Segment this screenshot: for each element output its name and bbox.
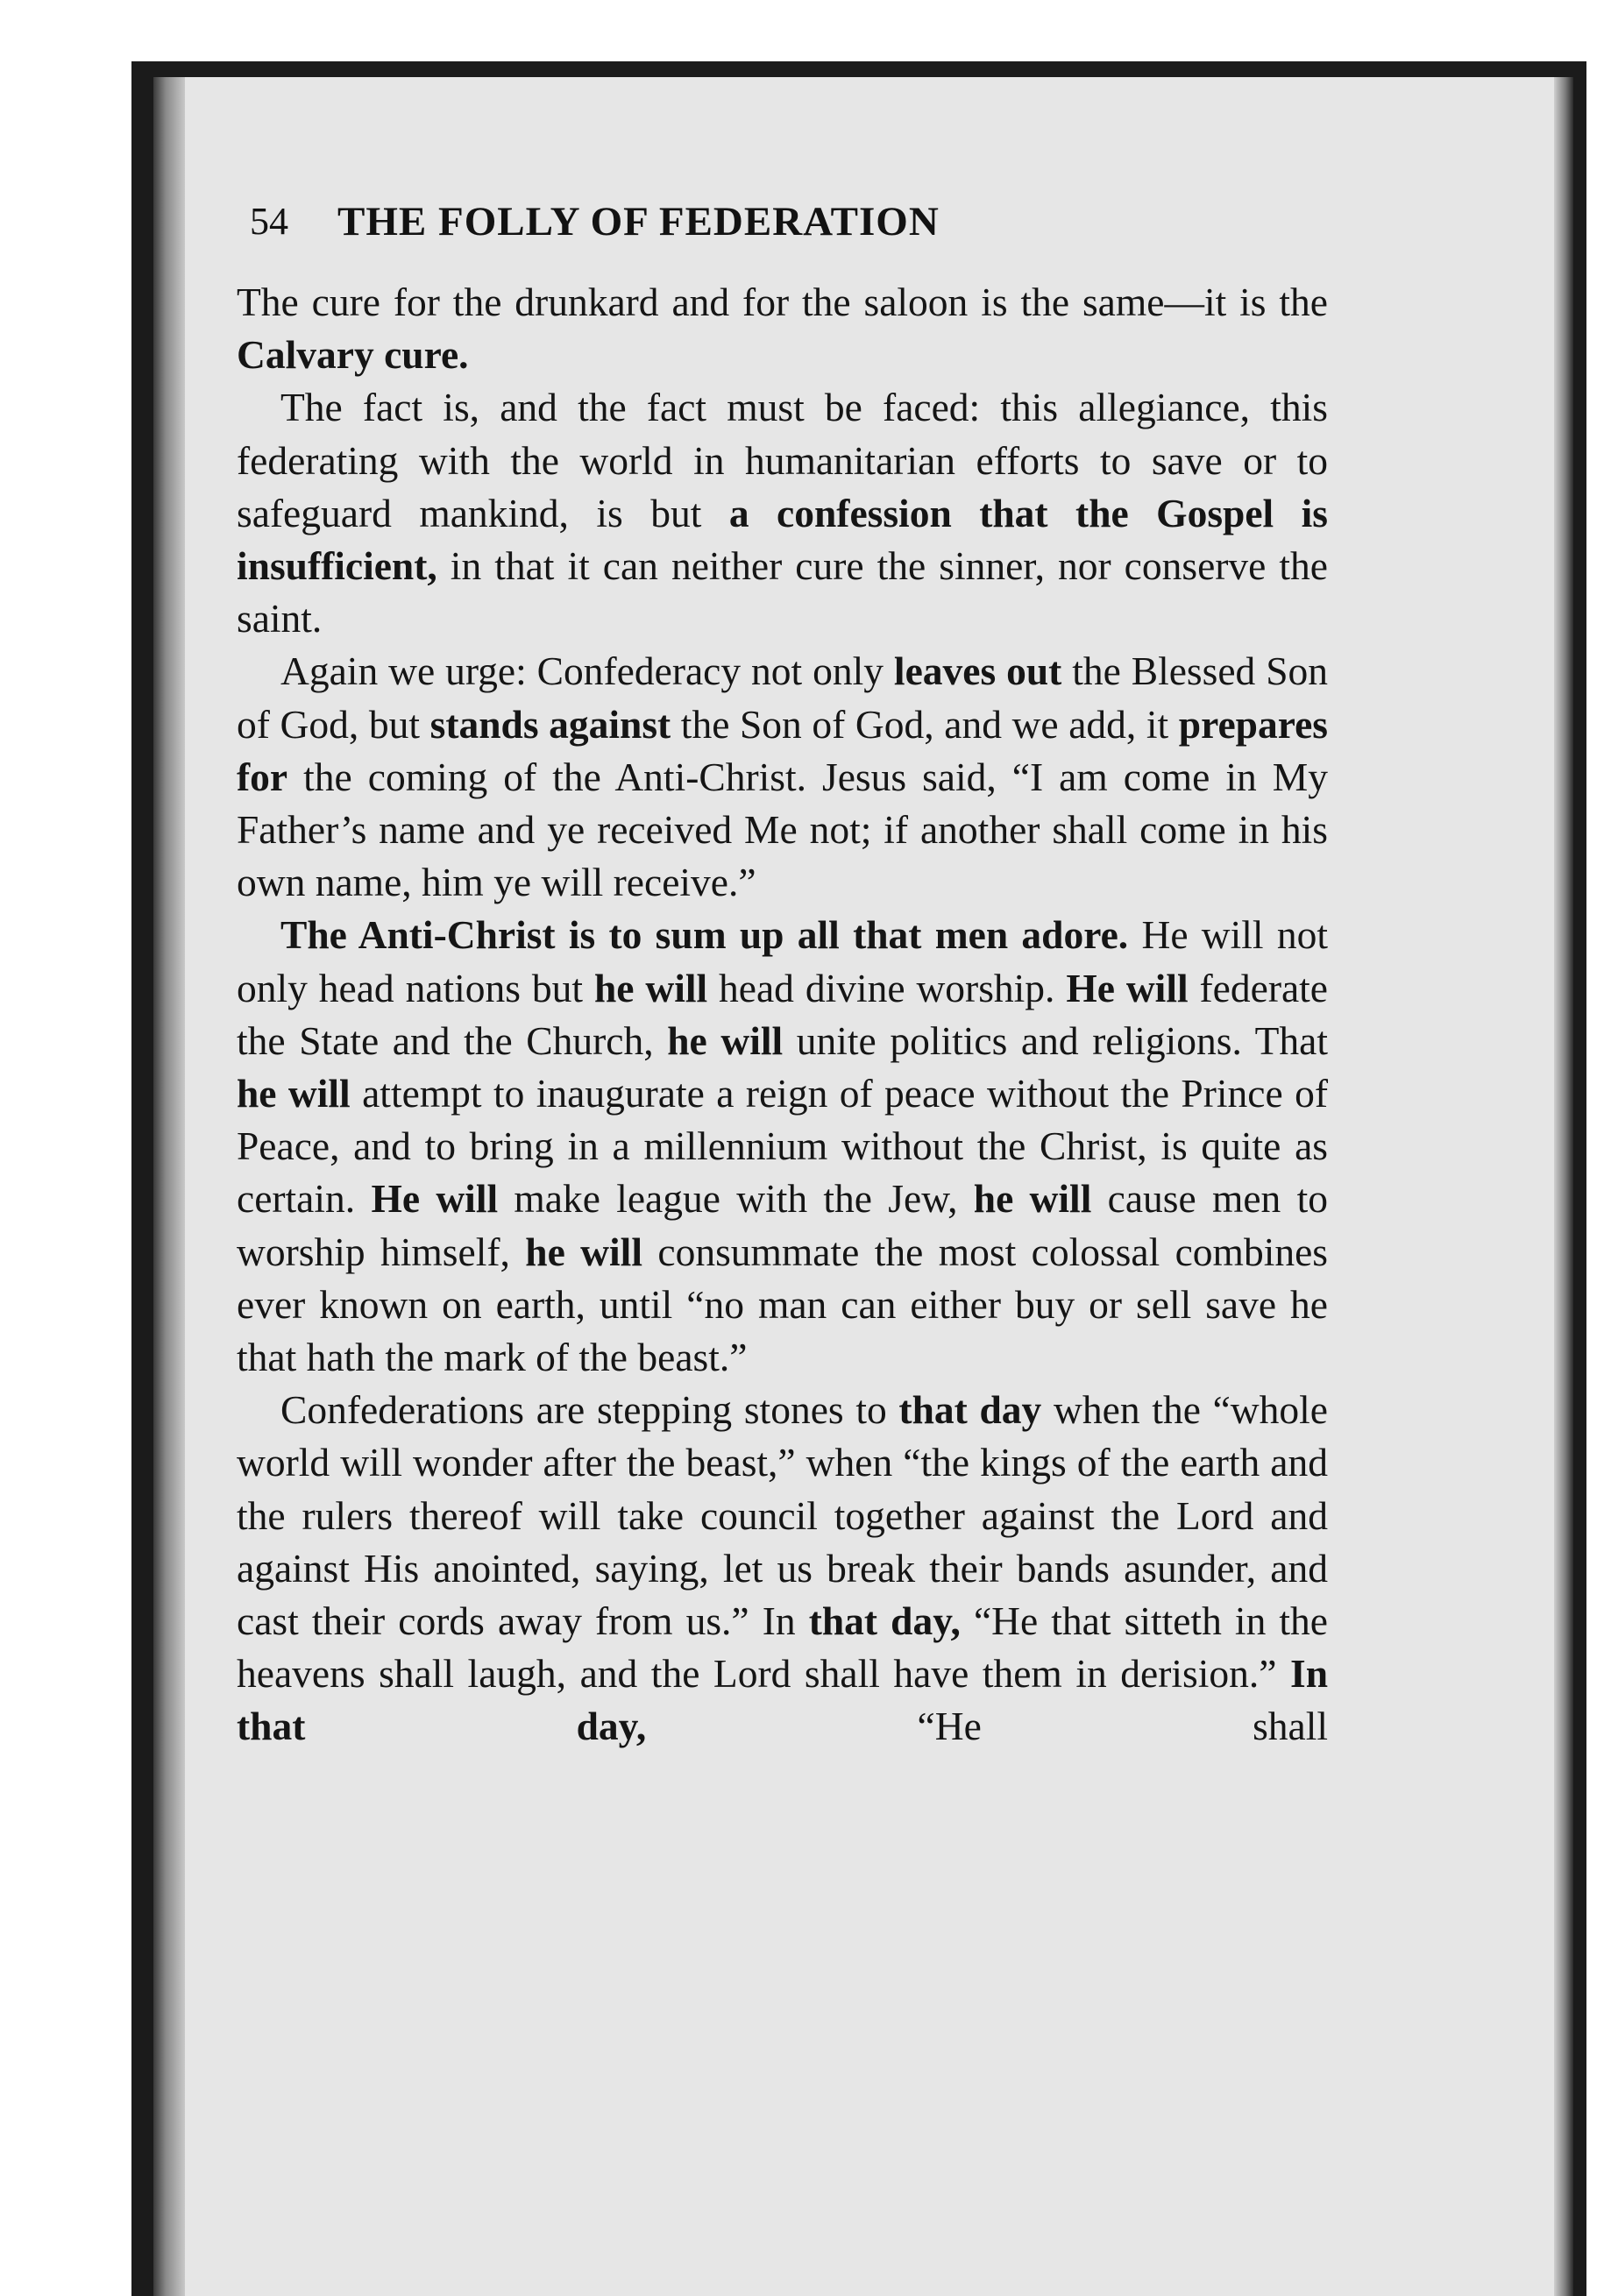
bold-phrase: he will [237, 1071, 351, 1116]
text-run: Again we urge: Confederacy not only [280, 648, 894, 694]
paragraph [237, 1384, 1328, 1753]
text-run: unite politics and religions. That [783, 1017, 1328, 1063]
running-head [250, 182, 1302, 261]
bold-phrase: He will [371, 1176, 499, 1222]
bold-phrase: leaves out [893, 648, 1062, 694]
text-run: He will not only head nations but [237, 912, 1328, 1010]
text-run: when the “whole world will wonder after the beast,” when “the kings of the earth and the rulers thereof will take council together against the Lord and against His anointed, saying, let us break their bands asunder, and cast their cords away from us.” In [237, 1387, 1328, 1644]
text-run: the coming of the Anti-Christ. Jesus said, “I am come in My Father’s name and ye received Me not; if another shall come in his own name, him ye will receive.” [237, 754, 1328, 905]
bold-phrase: he will [973, 1176, 1092, 1222]
bold-phrase: He will [1066, 965, 1189, 1010]
bold-phrase: he will [667, 1017, 784, 1063]
text-run: cause men to worship himself, [237, 1176, 1328, 1274]
text-run: The cure for the drunkard and for the saloon is the same—it is the [237, 280, 1328, 324]
text-run: “He that sitteth in the heavens shall laugh, and the Lord shall have them in derision.” [237, 1598, 1328, 1697]
text-run: consummate the most colossal combines ever known on earth, until “no man can either buy or sell save he that hath the mark of the beast.” [237, 1229, 1328, 1380]
text-run: the Son of God, and we add, it [671, 701, 1179, 747]
text-run: “He shall [646, 1704, 1329, 1749]
paragraph [237, 645, 1328, 909]
text-run: federate the State and the Church, [237, 965, 1328, 1063]
text-run: The fact is, and the fact must be faced: this allegiance, this federating with the world in humanitarian efforts to save or to safeguard mankind, is but [237, 385, 1328, 535]
text-run: Confederations are stepping stones to [280, 1387, 899, 1433]
bold-phrase: The Anti-Christ is to sum up all that men adore. [280, 912, 1129, 958]
text-run: attempt to inaugurate a reign of peace without the Prince of Peace, and to bring in a millennium without the Christ, is quite as certain. [237, 1071, 1328, 1222]
running-title: THE FOLLY OF FEDERATION [337, 199, 940, 244]
bold-phrase: stands against [429, 701, 671, 747]
bold-phrase: he will [593, 965, 708, 1010]
bold-phrase: that day [898, 1387, 1042, 1433]
bold-phrase: he will [525, 1229, 642, 1274]
page-number: 54 [250, 200, 288, 243]
bold-phrase: prepares for [237, 701, 1328, 799]
bold-phrase: that day, [808, 1598, 961, 1644]
body-text [237, 276, 1328, 1754]
bold-phrase: In that day, [237, 1651, 1328, 1749]
paragraph [237, 276, 1328, 381]
text-run: make league with the Jew, [498, 1176, 974, 1222]
text-run: the Blessed Son of God, but [237, 648, 1328, 747]
text-run: in that it can neither cure the sinner, nor conserve the saint. [237, 543, 1328, 641]
paragraph [237, 381, 1328, 645]
page-edge-left [153, 77, 185, 2296]
page-edge-right [1554, 77, 1573, 2296]
bold-phrase: Calvary cure. [237, 332, 469, 378]
text-run: head divine worship. [707, 965, 1067, 1010]
paragraph [237, 909, 1328, 1384]
bold-phrase: a confession that the Gospel is insufficient, [237, 490, 1328, 589]
